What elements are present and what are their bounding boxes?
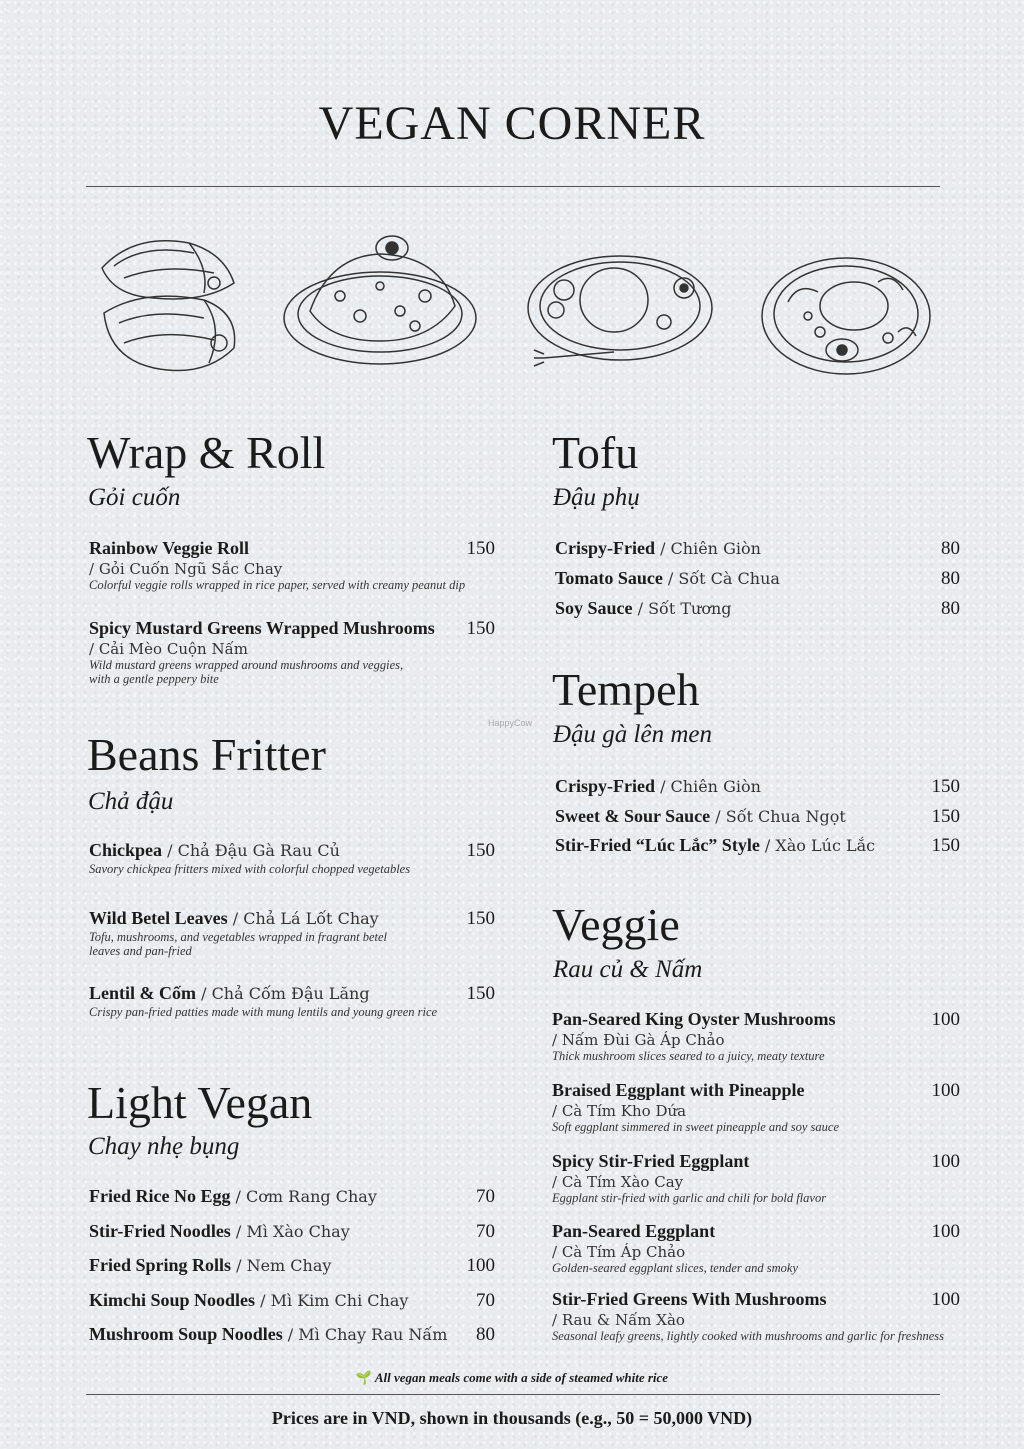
item-name: Stir-Fried “Lúc Lắc” Style: [555, 835, 760, 855]
rice-note-text: All vegan meals come with a side of steamed white rice: [374, 1370, 669, 1385]
wrap-roll-illustration: [94, 228, 246, 384]
item-name: Braised Eggplant with Pineapple: [552, 1080, 805, 1100]
item-vietnamese-name: / Chả Cốm Đậu Lăng: [196, 984, 370, 1003]
section-subtitle-beans: Chả đậu: [88, 788, 174, 815]
item-vietnamese-name: / Cải Mèo Cuộn Nấm: [89, 640, 248, 658]
item-description: Soft eggplant simmered in sweet pineapple and soy sauce: [552, 1120, 839, 1134]
item-price: 150: [466, 908, 495, 929]
menu-item-greens-with-mushrooms: [552, 1289, 960, 1343]
menu-item-rainbow-veggie-roll: [89, 538, 495, 592]
item-name: Fried Spring Rolls: [89, 1255, 232, 1275]
item-name: Crispy-Fried: [555, 776, 655, 796]
item-price: 150: [466, 538, 495, 559]
menu-item-king-oyster-mushrooms: [552, 1009, 960, 1063]
item-vietnamese-name: / Chả Lá Lốt Chay: [227, 909, 379, 928]
item-name: Pan-Seared Eggplant: [552, 1221, 716, 1241]
menu-item-braised-eggplant: [552, 1080, 960, 1134]
menu-item-tempeh-crispy-fried: [555, 776, 960, 798]
sprout-icon: 🌱: [355, 1370, 373, 1385]
item-price: 80: [941, 598, 960, 619]
item-price: 100: [931, 1009, 960, 1030]
section-title-wrap: Wrap & Roll: [87, 427, 326, 478]
menu-item-tofu-tomato-sauce: [555, 568, 960, 590]
section-title-beans: Beans Fritter: [87, 729, 326, 780]
item-description: Seasonal leafy greens, lightly cooked with mushrooms and garlic for freshness: [552, 1329, 944, 1343]
item-description: Savory chickpea fritters mixed with colorful chopped vegetables: [89, 862, 411, 876]
section-title-veggie: Veggie: [552, 899, 680, 950]
item-price: 80: [941, 568, 960, 589]
menu-item-stir-fried-noodles: [89, 1221, 495, 1243]
item-name: Stir-Fried Noodles: [89, 1221, 231, 1241]
menu-item-spicy-eggplant: [552, 1151, 960, 1205]
section-title-tempeh: Tempeh: [552, 664, 700, 715]
item-vietnamese-name: / Sốt Cà Chua: [662, 569, 780, 588]
item-name: Rainbow Veggie Roll: [89, 538, 250, 558]
item-price: 150: [931, 776, 960, 797]
item-price: 100: [466, 1255, 495, 1276]
item-name: Kimchi Soup Noodles: [89, 1290, 256, 1310]
item-name: Pan-Seared King Oyster Mushrooms: [552, 1009, 836, 1029]
item-vietnamese-name: / Nem Chay: [231, 1256, 332, 1275]
item-price: 150: [931, 806, 960, 827]
menu-item-wild-betel-leaves: [89, 908, 495, 958]
section-title-light: Light Vegan: [87, 1077, 313, 1128]
section-subtitle-wrap: Gỏi cuốn: [88, 484, 181, 511]
item-description: Tofu, mushrooms, and vegetables wrapped in fragrant betel: [89, 930, 388, 944]
item-vietnamese-name: / Mì Chay Rau Nấm: [282, 1325, 448, 1344]
item-description: Crispy pan-fried patties made with mung lentils and young green rice: [89, 1005, 438, 1019]
item-vietnamese-name: / Sốt Tương: [632, 599, 732, 618]
item-price: 150: [466, 983, 495, 1004]
item-description: Wild mustard greens wrapped around mushrooms and veggies,: [89, 658, 404, 672]
item-price: 150: [931, 835, 960, 856]
fried-rice-plate-illustration: [280, 226, 480, 372]
item-vietnamese-name: / Cà Tím Kho Dứa: [552, 1102, 687, 1120]
rice-plate-with-fork-illustration: [524, 250, 716, 376]
item-description-line2: leaves and pan-fried: [89, 944, 192, 958]
item-name: Sweet & Sour Sauce: [555, 806, 711, 826]
item-vietnamese-name: / Rau & Nấm Xào: [552, 1311, 685, 1329]
item-price: 80: [476, 1324, 495, 1345]
section-subtitle-veggie: Rau củ & Nấm: [553, 956, 703, 983]
item-vietnamese-name: / Chiên Giòn: [654, 777, 761, 796]
item-price: 150: [466, 618, 495, 639]
menu-item-chickpea: [89, 840, 495, 876]
menu-item-mushroom-soup-noodles: [89, 1324, 495, 1346]
menu-item-fried-spring-rolls: [89, 1255, 495, 1277]
item-name: Spicy Mustard Greens Wrapped Mushrooms: [89, 618, 435, 638]
item-name: Chickpea: [89, 840, 163, 860]
item-description: Colorful veggie rolls wrapped in rice paper, served with creamy peanut dip: [89, 578, 466, 592]
item-name: Stir-Fried Greens With Mushrooms: [552, 1289, 827, 1309]
menu-item-pan-seared-eggplant: [552, 1221, 960, 1275]
menu-item-kimchi-soup-noodles: [89, 1290, 495, 1312]
happycow-watermark: HappyCow: [488, 718, 533, 728]
item-price: 150: [466, 840, 495, 861]
page-title: VEGAN CORNER: [318, 97, 706, 150]
menu-item-tofu-crispy-fried: [555, 538, 960, 560]
menu-item-tempeh-luc-lac: [555, 835, 960, 857]
item-description: Thick mushroom slices seared to a juicy, meaty texture: [552, 1049, 825, 1063]
menu-item-fried-rice: [89, 1186, 495, 1208]
menu-item-lentil-com: [89, 983, 495, 1019]
menu-item-tempeh-sweet-sour: [555, 806, 960, 828]
menu-item-spicy-mustard-greens: [89, 618, 495, 686]
section-title-tofu: Tofu: [552, 427, 639, 478]
item-name: Mushroom Soup Noodles: [89, 1324, 283, 1344]
item-price: 100: [931, 1080, 960, 1101]
item-price: 100: [931, 1151, 960, 1172]
item-vietnamese-name: / Cà Tím Áp Chảo: [552, 1243, 686, 1261]
section-subtitle-light: Chay nhẹ bụng: [88, 1133, 240, 1160]
item-price: 70: [476, 1221, 495, 1242]
item-vietnamese-name: / Mì Kim Chi Chay: [255, 1291, 409, 1310]
item-vietnamese-name: / Chả Đậu Gà Rau Củ: [162, 841, 340, 860]
item-price: 70: [476, 1290, 495, 1311]
item-name: Crispy-Fried: [555, 538, 655, 558]
item-vietnamese-name: / Xào Lúc Lắc: [759, 836, 876, 855]
item-name: Wild Betel Leaves: [89, 908, 228, 928]
menu-item-tofu-soy-sauce: [555, 598, 960, 620]
item-vietnamese-name: / Cà Tím Xào Cay: [552, 1173, 684, 1191]
bottom-divider: [86, 1394, 940, 1395]
item-vietnamese-name: / Chiên Giòn: [654, 539, 761, 558]
item-price: 100: [931, 1289, 960, 1310]
price-footnote: Prices are in VND, shown in thousands (e.g., 50 = 50,000 VND): [271, 1408, 753, 1428]
item-name: Fried Rice No Egg: [89, 1186, 231, 1206]
top-divider: [86, 186, 940, 187]
item-price: 70: [476, 1186, 495, 1207]
item-vietnamese-name: / Gỏi Cuốn Ngũ Sắc Chay: [89, 560, 283, 578]
item-vietnamese-name: / Sốt Chua Ngọt: [710, 807, 846, 826]
item-description: Golden-seared eggplant slices, tender and smoky: [552, 1261, 799, 1275]
item-vietnamese-name: / Nấm Đùi Gà Áp Chảo: [552, 1031, 725, 1049]
salad-plate-illustration: [758, 252, 934, 380]
item-name: Soy Sauce: [555, 598, 633, 618]
section-subtitle-tempeh: Đậu gà lên men: [553, 721, 712, 748]
item-name: Spicy Stir-Fried Eggplant: [552, 1151, 750, 1171]
item-description: Eggplant stir-fried with garlic and chili for bold flavor: [552, 1191, 827, 1205]
item-price: 100: [931, 1221, 960, 1242]
item-vietnamese-name: / Cơm Rang Chay: [230, 1187, 377, 1206]
item-description-line2: with a gentle peppery bite: [89, 672, 219, 686]
item-vietnamese-name: / Mì Xào Chay: [230, 1222, 350, 1241]
item-name: Lentil & Cốm: [89, 983, 196, 1003]
rice-note: [0, 1370, 1024, 1386]
section-subtitle-tofu: Đậu phụ: [553, 484, 640, 511]
item-price: 80: [941, 538, 960, 559]
item-name: Tomato Sauce: [555, 568, 663, 588]
